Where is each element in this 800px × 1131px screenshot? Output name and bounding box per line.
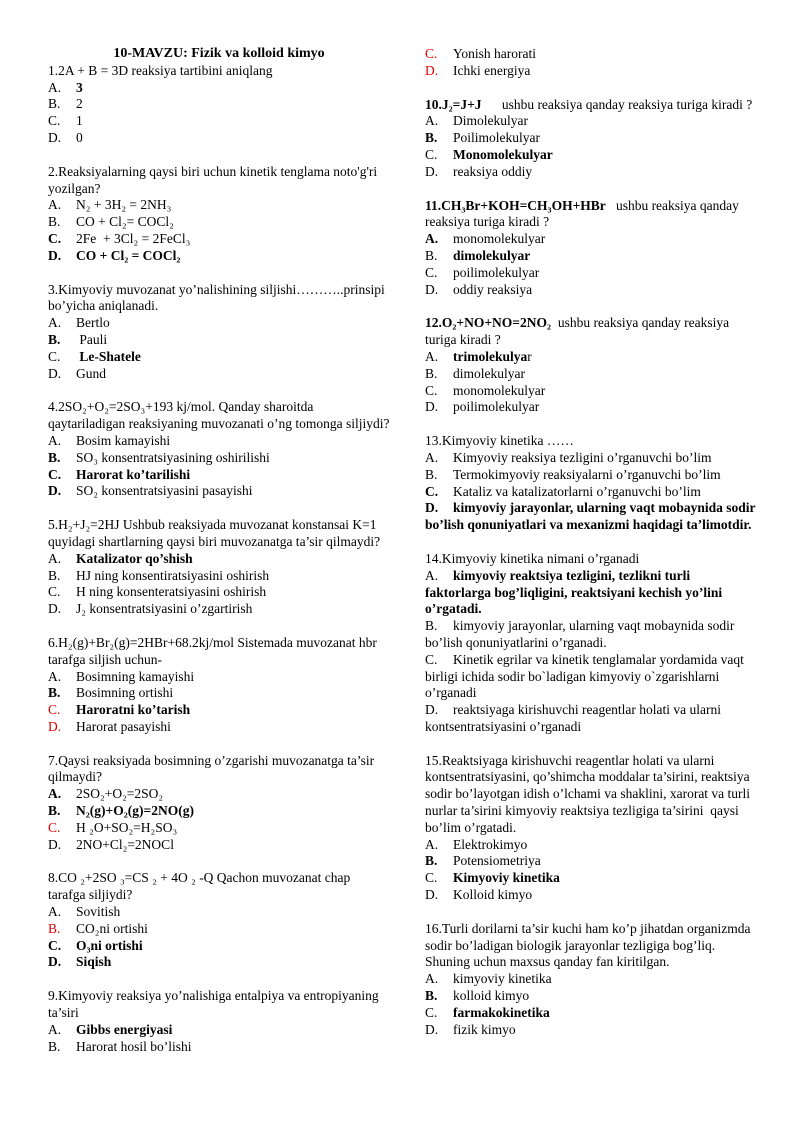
option-letter: D. — [425, 500, 439, 516]
question-text-part: 13.Kimyoviy kinetika …… — [425, 433, 574, 449]
answer-option — [48, 450, 390, 467]
question-text — [48, 753, 390, 787]
left-column — [48, 46, 390, 1121]
document-title: 10-MAVZU: Fizik va kolloid kimyo — [113, 46, 325, 61]
answer-option — [425, 870, 758, 887]
question-text — [425, 753, 758, 837]
answer-option — [48, 433, 390, 450]
option-letter: D. — [48, 718, 62, 734]
option-letter: A. — [48, 1021, 62, 1037]
question-block — [425, 97, 758, 181]
question-text-part: 9.Kimyoviy reaksiya yo’nalishiga entalpiya va entropiyaning ta’siri — [48, 988, 383, 1021]
option-text: Bosim kamayishi — [76, 432, 171, 448]
option-letter: A. — [48, 79, 62, 95]
option-letter: D. — [48, 247, 62, 263]
option-letter: C. — [425, 651, 438, 667]
option-text: Katalizator qo’shish — [76, 550, 193, 566]
answer-option — [48, 80, 390, 97]
option-text: 0 — [76, 129, 83, 145]
option-letter: A. — [48, 315, 62, 331]
question-text-part: 12.O₂+NO+NO=2NO₂ — [425, 315, 552, 331]
answer-option — [48, 803, 390, 820]
option-text: dimolekulyar — [453, 247, 531, 263]
answer-option — [48, 231, 390, 248]
option-letter: C. — [48, 113, 61, 129]
option-letter: D. — [48, 129, 62, 145]
option-text: Gibbs energiyasi — [76, 1021, 173, 1037]
answer-option — [425, 702, 758, 736]
option-letter: D. — [425, 281, 439, 297]
question-block — [48, 399, 390, 500]
option-text: dimolekulyar — [453, 365, 525, 381]
answer-option — [48, 904, 390, 921]
answer-option — [425, 147, 758, 164]
answer-option — [425, 349, 758, 366]
option-text: H ₂O+SO₂=H₂SO₃ — [76, 819, 178, 835]
question-text-part: 3.Kimyoviy muvozanat yo’nalishining siljishi………..prinsipi bo’yicha aniqlanadi. — [48, 281, 389, 314]
option-letter: B. — [48, 331, 61, 347]
answer-option — [48, 702, 390, 719]
option-letter: A. — [425, 231, 439, 247]
option-letter: B. — [425, 618, 438, 634]
option-letter: A. — [425, 113, 439, 129]
answer-option — [48, 601, 390, 618]
option-letter: B. — [425, 365, 438, 381]
question-text — [48, 635, 390, 669]
answer-option — [48, 483, 390, 500]
option-letter: C. — [48, 466, 62, 482]
option-text: Kinetik egrilar va kinetik tenglamalar yordamida vaqt birligi ichida sodir bo`ladigan kimyoviy o`zgarishlarni o’rganadi — [425, 651, 748, 701]
option-letter: C. — [425, 1004, 438, 1020]
option-letter: A. — [48, 786, 62, 802]
question-block — [48, 164, 390, 265]
answer-option — [425, 63, 758, 80]
question-text-part: 8.CO ₂+2SO ₃=CS ₂ + 4O ₂ -Q Qachon muvozanat chap tarafga siljiydi? — [48, 870, 354, 903]
option-text: Le-Shatele — [76, 348, 141, 364]
option-text: N₂(g)+O₂(g)=2NO(g) — [76, 803, 194, 819]
answer-option — [48, 214, 390, 231]
option-letter: D. — [48, 483, 62, 499]
answer-option — [425, 399, 758, 416]
answer-option — [48, 837, 390, 854]
answer-option — [425, 971, 758, 988]
option-text: J₂ konsentratsiyasini o’zgartirish — [76, 601, 253, 617]
option-text: monomolekulyar — [453, 231, 546, 247]
option-text: CO + Cl₂ = COCl₂ — [76, 247, 181, 263]
option-letter: D. — [425, 163, 439, 179]
option-text: kolloid kimyo — [453, 988, 530, 1004]
question-block — [425, 921, 758, 1039]
option-text: poilimolekulyar — [453, 264, 540, 280]
option-text: r — [527, 348, 532, 364]
option-text: Gund — [76, 365, 106, 381]
option-text: CO + Cl₂= COCl₂ — [76, 214, 174, 230]
question-text-part: 11.CH₃Br+KOH=CH₃OH+HBr — [425, 197, 606, 213]
question-text-part: 5.H₂+J₂=2HJ Ushbub reaksiyada muvozanat konstansai K=1 quyidagi shartlarning qaysi biri muvozanatga ta’sir qilmaydi? — [48, 517, 381, 549]
answer-option — [48, 1039, 390, 1056]
question-text-part: 7.Qaysi reaksiyada bosimning o’zgarishi muvozanatga ta’sir qilmaydi? — [48, 752, 378, 785]
answer-option — [48, 685, 390, 702]
option-text: kimyoviy reaktsiya tezligini, tezlikni turli faktorlarga bog’liqligini, reaktsiyani kechish yo’lini o’rgatadi. — [425, 567, 726, 617]
option-letter: B. — [48, 96, 61, 112]
option-text: Siqish — [76, 954, 112, 970]
answer-option — [48, 349, 390, 366]
option-letter: C. — [48, 584, 61, 600]
option-text: Termokimyoviy reaksiyalarni o’rganuvchi bo’lim — [453, 466, 721, 482]
option-letter: D. — [48, 836, 62, 852]
answer-option — [425, 568, 758, 618]
option-text: Pauli — [76, 331, 108, 347]
question-text-part: ushbu reaksiya qanday reaksiya turiga kiradi ? — [481, 96, 753, 112]
option-text: Harorat hosil bo’lishi — [76, 1038, 192, 1054]
question-block — [48, 63, 390, 147]
question-block — [48, 753, 390, 854]
option-text: monomolekulyar — [453, 382, 546, 398]
option-letter: D. — [48, 601, 62, 617]
question-block — [425, 551, 758, 736]
answer-option — [48, 786, 390, 803]
answer-option — [425, 164, 758, 181]
option-text: poilimolekulyar — [453, 399, 540, 415]
answer-option — [425, 282, 758, 299]
question-text-part: ushbu reaksiya qanday reaksiya turiga kiradi ? — [425, 197, 743, 230]
answer-option — [48, 820, 390, 837]
option-text: 2NO+Cl₂=2NOCl — [76, 836, 174, 852]
option-letter: B. — [48, 449, 61, 465]
answer-option — [48, 467, 390, 484]
question-text-part: 15.Reaktsiyaga kirishuvchi reagentlar holati va ularni kontsentratsiyasini, qo’shimcha moddalar ta’sirini, reaktsiya sodir bo’layotgan idish o’lchami va shaklini, xarorat va turli nurlar ta’sirini kimyoviy reaktsiya tezligiga ta’sirini qaysi bo’lim o’rgatadi. — [425, 752, 754, 835]
answer-option — [425, 1022, 758, 1039]
option-text: Bosimning kamayishi — [76, 668, 195, 684]
option-text: farmakokinetika — [453, 1004, 550, 1020]
option-letter: D. — [425, 1021, 439, 1037]
answer-option — [425, 248, 758, 265]
option-text: Harorat pasayishi — [76, 718, 171, 734]
question-block — [48, 635, 390, 736]
question-text-part: 1.2A + B = 3D reaksiya tartibini aniqlang — [48, 62, 273, 78]
option-text: Ichki energiya — [453, 62, 531, 78]
question-block — [425, 433, 758, 534]
answer-option — [425, 853, 758, 870]
option-text: 2SO₂+O₂=2SO₂ — [76, 786, 164, 802]
answer-option — [425, 46, 758, 63]
option-text: 2 — [76, 96, 83, 112]
question-text-part: 10.J₂=J+J — [425, 96, 482, 112]
option-letter: B. — [48, 214, 61, 230]
option-text: H ning konsenteratsiyasini oshirish — [76, 584, 267, 600]
option-letter: B. — [48, 1038, 61, 1054]
answer-option — [425, 837, 758, 854]
option-text: Kolloid kimyo — [453, 887, 533, 903]
option-letter: A. — [425, 567, 439, 583]
option-letter: C. — [48, 702, 61, 718]
question-block — [48, 517, 390, 618]
option-text: Bosimning ortishi — [76, 685, 174, 701]
answer-option — [425, 265, 758, 282]
option-letter: B. — [425, 466, 438, 482]
option-text: SO₃ konsentratsiyasining oshirilishi — [76, 449, 270, 465]
option-letter: D. — [425, 887, 439, 903]
option-letter: A. — [48, 197, 62, 213]
question-text-part: 6.H₂(g)+Br₂(g)=2HBr+68.2kj/mol Sistemada muvozanat hbr tarafga siljish uchun- — [48, 634, 381, 667]
answer-option — [425, 500, 758, 534]
option-letter: C. — [48, 348, 61, 364]
option-letter: C. — [425, 870, 438, 886]
option-letter: C. — [48, 819, 61, 835]
answer-option — [48, 96, 390, 113]
option-letter: B. — [48, 685, 61, 701]
answer-option — [48, 197, 390, 214]
option-text: reaktsiyaga kirishuvchi reagentlar holati va ularni kontsentratsiyasini o’rganadi — [425, 702, 725, 734]
option-letter: A. — [48, 668, 62, 684]
answer-option — [425, 652, 758, 702]
right-column — [425, 46, 758, 1121]
answer-option — [48, 938, 390, 955]
question-text-part: 16.Turli dorilarni ta’sir kuchi ham ko’p jihatdan organizmda sodir bo’ladigan biologik jarayonlar tezligiga bog’liq. Shuning uchun maxsus qanday fan kiritilgan. — [425, 920, 754, 970]
answer-option — [48, 551, 390, 568]
answer-option — [425, 366, 758, 383]
option-letter: C. — [425, 46, 438, 61]
option-text: Yonish harorati — [453, 46, 537, 61]
answer-option — [425, 383, 758, 400]
question-text — [48, 517, 390, 551]
option-text: kimyoviy kinetika — [453, 971, 552, 987]
option-text: CO₂ni ortishi — [76, 920, 148, 936]
question-continuation — [425, 46, 758, 80]
answer-option — [48, 719, 390, 736]
question-text — [425, 551, 758, 568]
option-letter: B. — [48, 920, 61, 936]
question-text — [425, 97, 758, 114]
question-text — [425, 921, 758, 971]
option-text: Kataliz va katalizatorlarni o’rganuvchi bo’lim — [453, 483, 701, 499]
option-text: Dimolekulyar — [453, 113, 528, 129]
option-text: Haroratni ko’tarish — [76, 702, 191, 718]
option-letter: B. — [425, 988, 438, 1004]
answer-option — [425, 618, 758, 652]
question-block — [48, 870, 390, 971]
option-text: Poilimolekulyar — [453, 130, 540, 146]
question-text — [48, 63, 390, 80]
question-text — [48, 870, 390, 904]
option-letter: B. — [425, 853, 438, 869]
question-text — [48, 399, 390, 433]
option-text: Harorat ko’tarilishi — [76, 466, 191, 482]
question-block — [425, 753, 758, 904]
answer-option — [48, 568, 390, 585]
answer-option — [48, 584, 390, 601]
option-letter: A. — [425, 449, 439, 465]
question-text — [48, 988, 390, 1022]
answer-option — [425, 988, 758, 1005]
option-text: kimyoviy jarayonlar, ularning vaqt mobaynida sodir bo’lish qonuniyatlari va mexanizmi haqidagi ta’limotdir. — [425, 500, 759, 533]
option-letter: C. — [425, 382, 438, 398]
question-text — [425, 198, 758, 232]
option-letter: A. — [425, 348, 439, 364]
option-text: Elektrokimyo — [453, 836, 528, 852]
option-letter: C. — [48, 230, 62, 246]
option-text: O₃ni ortishi — [76, 937, 143, 953]
option-text: Potensiometriya — [453, 853, 541, 869]
answer-option — [48, 130, 390, 147]
answer-option — [425, 484, 758, 501]
answer-option — [425, 113, 758, 130]
option-text: Kimyoviy kinetika — [453, 870, 560, 886]
question-text-part: 14.Kimyoviy kinetika nimani o’rganadi — [425, 550, 640, 566]
option-text: 1 — [76, 113, 83, 129]
option-letter: C. — [425, 483, 439, 499]
option-letter: C. — [425, 146, 438, 162]
question-block — [425, 198, 758, 299]
question-text — [48, 282, 390, 316]
answer-option — [48, 366, 390, 383]
option-letter: D. — [425, 399, 439, 415]
question-text — [425, 315, 758, 349]
option-text: fizik kimyo — [453, 1021, 516, 1037]
option-letter: B. — [425, 130, 438, 146]
option-letter: B. — [425, 247, 438, 263]
option-text: trimolekulya — [453, 348, 528, 364]
option-letter: B. — [48, 567, 61, 583]
answer-option — [48, 113, 390, 130]
answer-option — [425, 231, 758, 248]
answer-option — [48, 921, 390, 938]
answer-option — [48, 248, 390, 265]
answer-option — [425, 467, 758, 484]
question-text-part: 2.Reaksiyalarning qaysi biri uchun kinetik tenglama noto'g'ri yozilgan? — [48, 163, 381, 196]
option-text: N₂ + 3H₂ = 2NH₃ — [76, 197, 172, 213]
option-text: 3 — [76, 79, 83, 95]
question-block — [48, 988, 390, 1055]
question-block — [425, 315, 758, 416]
option-letter: B. — [48, 803, 61, 819]
question-text — [425, 433, 758, 450]
option-letter: A. — [48, 550, 62, 566]
option-letter: D. — [48, 954, 62, 970]
option-text: SO₂ konsentratsiyasini pasayishi — [76, 483, 253, 499]
answer-option — [425, 1005, 758, 1022]
answer-option — [425, 130, 758, 147]
option-letter: A. — [48, 904, 62, 920]
option-text: Monomolekulyar — [453, 146, 553, 162]
option-text: Bertlo — [76, 315, 110, 331]
answer-option — [48, 332, 390, 349]
option-text: 2Fe + 3Cl₂ = 2FeCl₃ — [76, 230, 191, 246]
option-letter: D. — [48, 365, 62, 381]
question-text — [48, 164, 390, 198]
option-letter: A. — [425, 836, 439, 852]
option-text: reaksiya oddiy — [453, 163, 533, 179]
option-letter: C. — [48, 937, 62, 953]
answer-option — [48, 1022, 390, 1039]
option-text: Kimyoviy reaksiya tezligini o’rganuvchi bo’lim — [453, 449, 712, 465]
answer-option — [48, 315, 390, 332]
option-text: HJ ning konsentiratsiyasini oshirish — [76, 567, 270, 583]
answer-option — [425, 887, 758, 904]
option-letter: D. — [425, 62, 439, 78]
question-block — [48, 282, 390, 383]
option-letter: A. — [48, 432, 62, 448]
answer-option — [425, 450, 758, 467]
question-text-part: 4.2SO₂+O₂=2SO₃+193 kj/mol. Qanday sharoitda qaytariladigan reaksiyaning muvozanati o’ng tomonga siljiydi? — [48, 399, 390, 432]
option-letter: D. — [425, 702, 439, 718]
answer-option — [48, 954, 390, 971]
option-text: kimyoviy jarayonlar, ularning vaqt mobaynida sodir bo’lish qonuniyatlarini o’rganadi. — [425, 618, 738, 650]
option-text: oddiy reaksiya — [453, 281, 533, 297]
question-text-part: ushbu reaksiya qanday reaksiya turiga kiradi ? — [425, 315, 733, 348]
option-letter: C. — [425, 264, 438, 280]
option-text: Sovitish — [76, 904, 121, 920]
answer-option — [48, 669, 390, 686]
option-letter: A. — [425, 971, 439, 987]
